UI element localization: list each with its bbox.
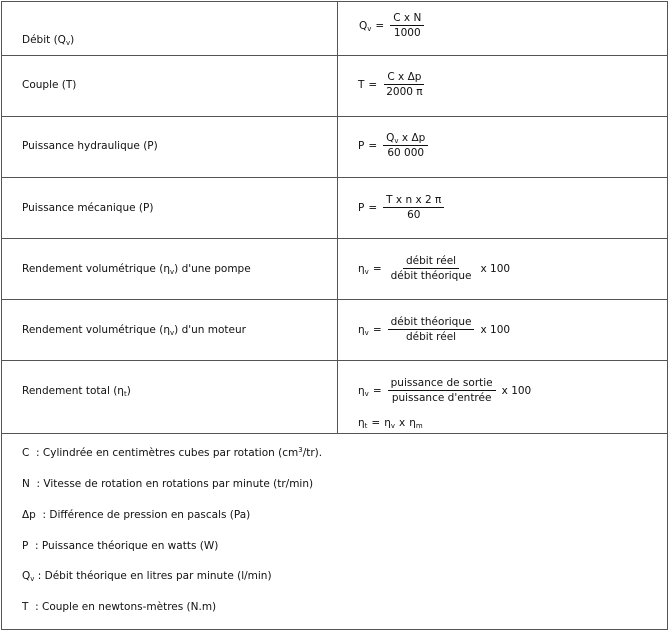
denominator: débit théorique	[390, 270, 472, 282]
formula-total: $\eta_t$ = $\eta_v$ x $\eta_m$	[358, 417, 423, 430]
row-formula-cell	[338, 361, 667, 433]
formula	[358, 316, 510, 343]
formula	[358, 255, 510, 282]
row-label: Puissance mécanique (P)	[22, 202, 154, 214]
row-label: Rendement volumétrique $(\eta_v)$ d'un moteur	[22, 324, 246, 337]
fraction	[388, 255, 475, 282]
row-label-cell	[2, 117, 338, 177]
legend-item-t	[22, 601, 216, 613]
numerator: C x N	[390, 12, 424, 26]
legend-symbol: Δp	[22, 509, 36, 521]
formula-lhs: $\eta_v$	[358, 262, 369, 276]
legend-text: : Cylindrée en centimètres cubes par rotation (cm	[36, 447, 299, 459]
row-formula-cell	[338, 178, 667, 238]
fraction	[383, 132, 428, 159]
row-label: Rendement total $(\eta_t)$	[22, 385, 131, 398]
row-label-cell	[2, 300, 338, 360]
numerator: $Q_v$ x Δp	[383, 132, 428, 146]
legend-symbol: N	[22, 478, 30, 490]
equals-sign: =	[372, 262, 382, 275]
legend-symbol: $Q_v$	[22, 570, 35, 583]
legend-text: : Débit théorique en litres par minute (l/min)	[37, 570, 272, 582]
row-formula-cell	[338, 2, 667, 55]
numerator: T x n x 2 π	[383, 194, 444, 208]
table-row-puissance-hydraulique	[2, 117, 667, 178]
fraction	[388, 377, 496, 404]
equals-sign: =	[368, 78, 378, 91]
denominator: 60	[407, 209, 421, 221]
formula-lhs: P	[358, 201, 365, 214]
formula	[358, 132, 430, 159]
row-label	[22, 34, 74, 46]
denominator: puissance d'entrée	[391, 392, 492, 404]
row-formula-cell	[338, 117, 667, 177]
formula-tail: x 100	[480, 323, 511, 336]
fraction	[383, 194, 444, 221]
legend-item-qv	[22, 570, 272, 582]
legend-text: : Vitesse de rotation en rotations par minute (tr/min)	[36, 478, 314, 490]
formula-lhs: P	[358, 139, 365, 152]
equals-sign: =	[375, 19, 385, 32]
row-label-cell	[2, 56, 338, 116]
legend-symbol: P	[22, 540, 29, 552]
row-label-cell	[2, 239, 338, 299]
table-row-puissance-mecanique	[2, 178, 667, 239]
row-label: Puissance hydraulique (P)	[22, 140, 158, 152]
table-row-rendement-total	[2, 361, 667, 434]
denominator: 60 000	[387, 147, 425, 159]
label-text: Débit (Q	[22, 34, 66, 46]
label-text-after: )	[70, 34, 75, 46]
legend-text: : Différence de pression en pascals (Pa)	[42, 509, 251, 521]
numerator: débit théorique	[388, 316, 475, 330]
legend-symbol: T	[22, 601, 29, 613]
row-label-cell	[2, 178, 338, 238]
formula	[358, 194, 446, 221]
row-formula-cell	[338, 239, 667, 299]
formula-table	[1, 1, 668, 630]
row-label: Couple (T)	[22, 79, 77, 91]
formula-lhs: T	[358, 78, 365, 91]
legend-item-dp	[22, 509, 250, 521]
formula-lhs: $Q_v$	[359, 19, 372, 33]
denominator: 2000 π	[386, 86, 423, 98]
equals-sign: =	[368, 139, 378, 152]
formula-lhs: $\eta_v$	[358, 384, 369, 398]
legend-text: : Couple en newtons-mètres (N.m)	[35, 601, 217, 613]
legend-section	[2, 434, 667, 629]
numerator: débit réel	[403, 255, 459, 269]
equals-sign: =	[372, 323, 382, 336]
fraction	[383, 71, 425, 98]
legend-symbol: C	[22, 447, 30, 459]
formula-tail: x 100	[501, 384, 532, 397]
denominator: 1000	[393, 27, 421, 39]
legend-text: : Puissance théorique en watts (W)	[35, 540, 219, 552]
equals-sign: =	[368, 201, 378, 214]
row-label: Rendement volumétrique $(\eta_v)$ d'une pompe	[22, 263, 251, 276]
legend-item-p	[22, 540, 218, 552]
table-row-couple	[2, 56, 667, 117]
denominator: débit réel	[406, 331, 457, 343]
numerator: C x Δp	[384, 71, 424, 85]
label-subscript: v	[65, 39, 71, 47]
fraction	[390, 12, 424, 39]
formula-lhs: $\eta_v$	[358, 323, 369, 337]
legend-item-n	[22, 478, 313, 490]
equals-sign: =	[372, 384, 382, 397]
table-row-rendement-moteur	[2, 300, 667, 361]
row-formula-cell	[338, 300, 667, 360]
formula	[358, 71, 428, 98]
row-label-cell	[2, 2, 338, 55]
table-row-debit	[2, 2, 667, 56]
fraction	[388, 316, 475, 343]
legend-item-c: C : Cylindrée en centimètres cubes par rotation $(cm^3/tr)$.	[22, 446, 323, 459]
row-label-cell	[2, 361, 338, 433]
table-row-rendement-pompe	[2, 239, 667, 300]
formula	[358, 377, 531, 404]
row-formula-cell	[338, 56, 667, 116]
formula-tail: x 100	[480, 262, 511, 275]
numerator: puissance de sortie	[388, 377, 496, 391]
formula	[359, 12, 426, 39]
